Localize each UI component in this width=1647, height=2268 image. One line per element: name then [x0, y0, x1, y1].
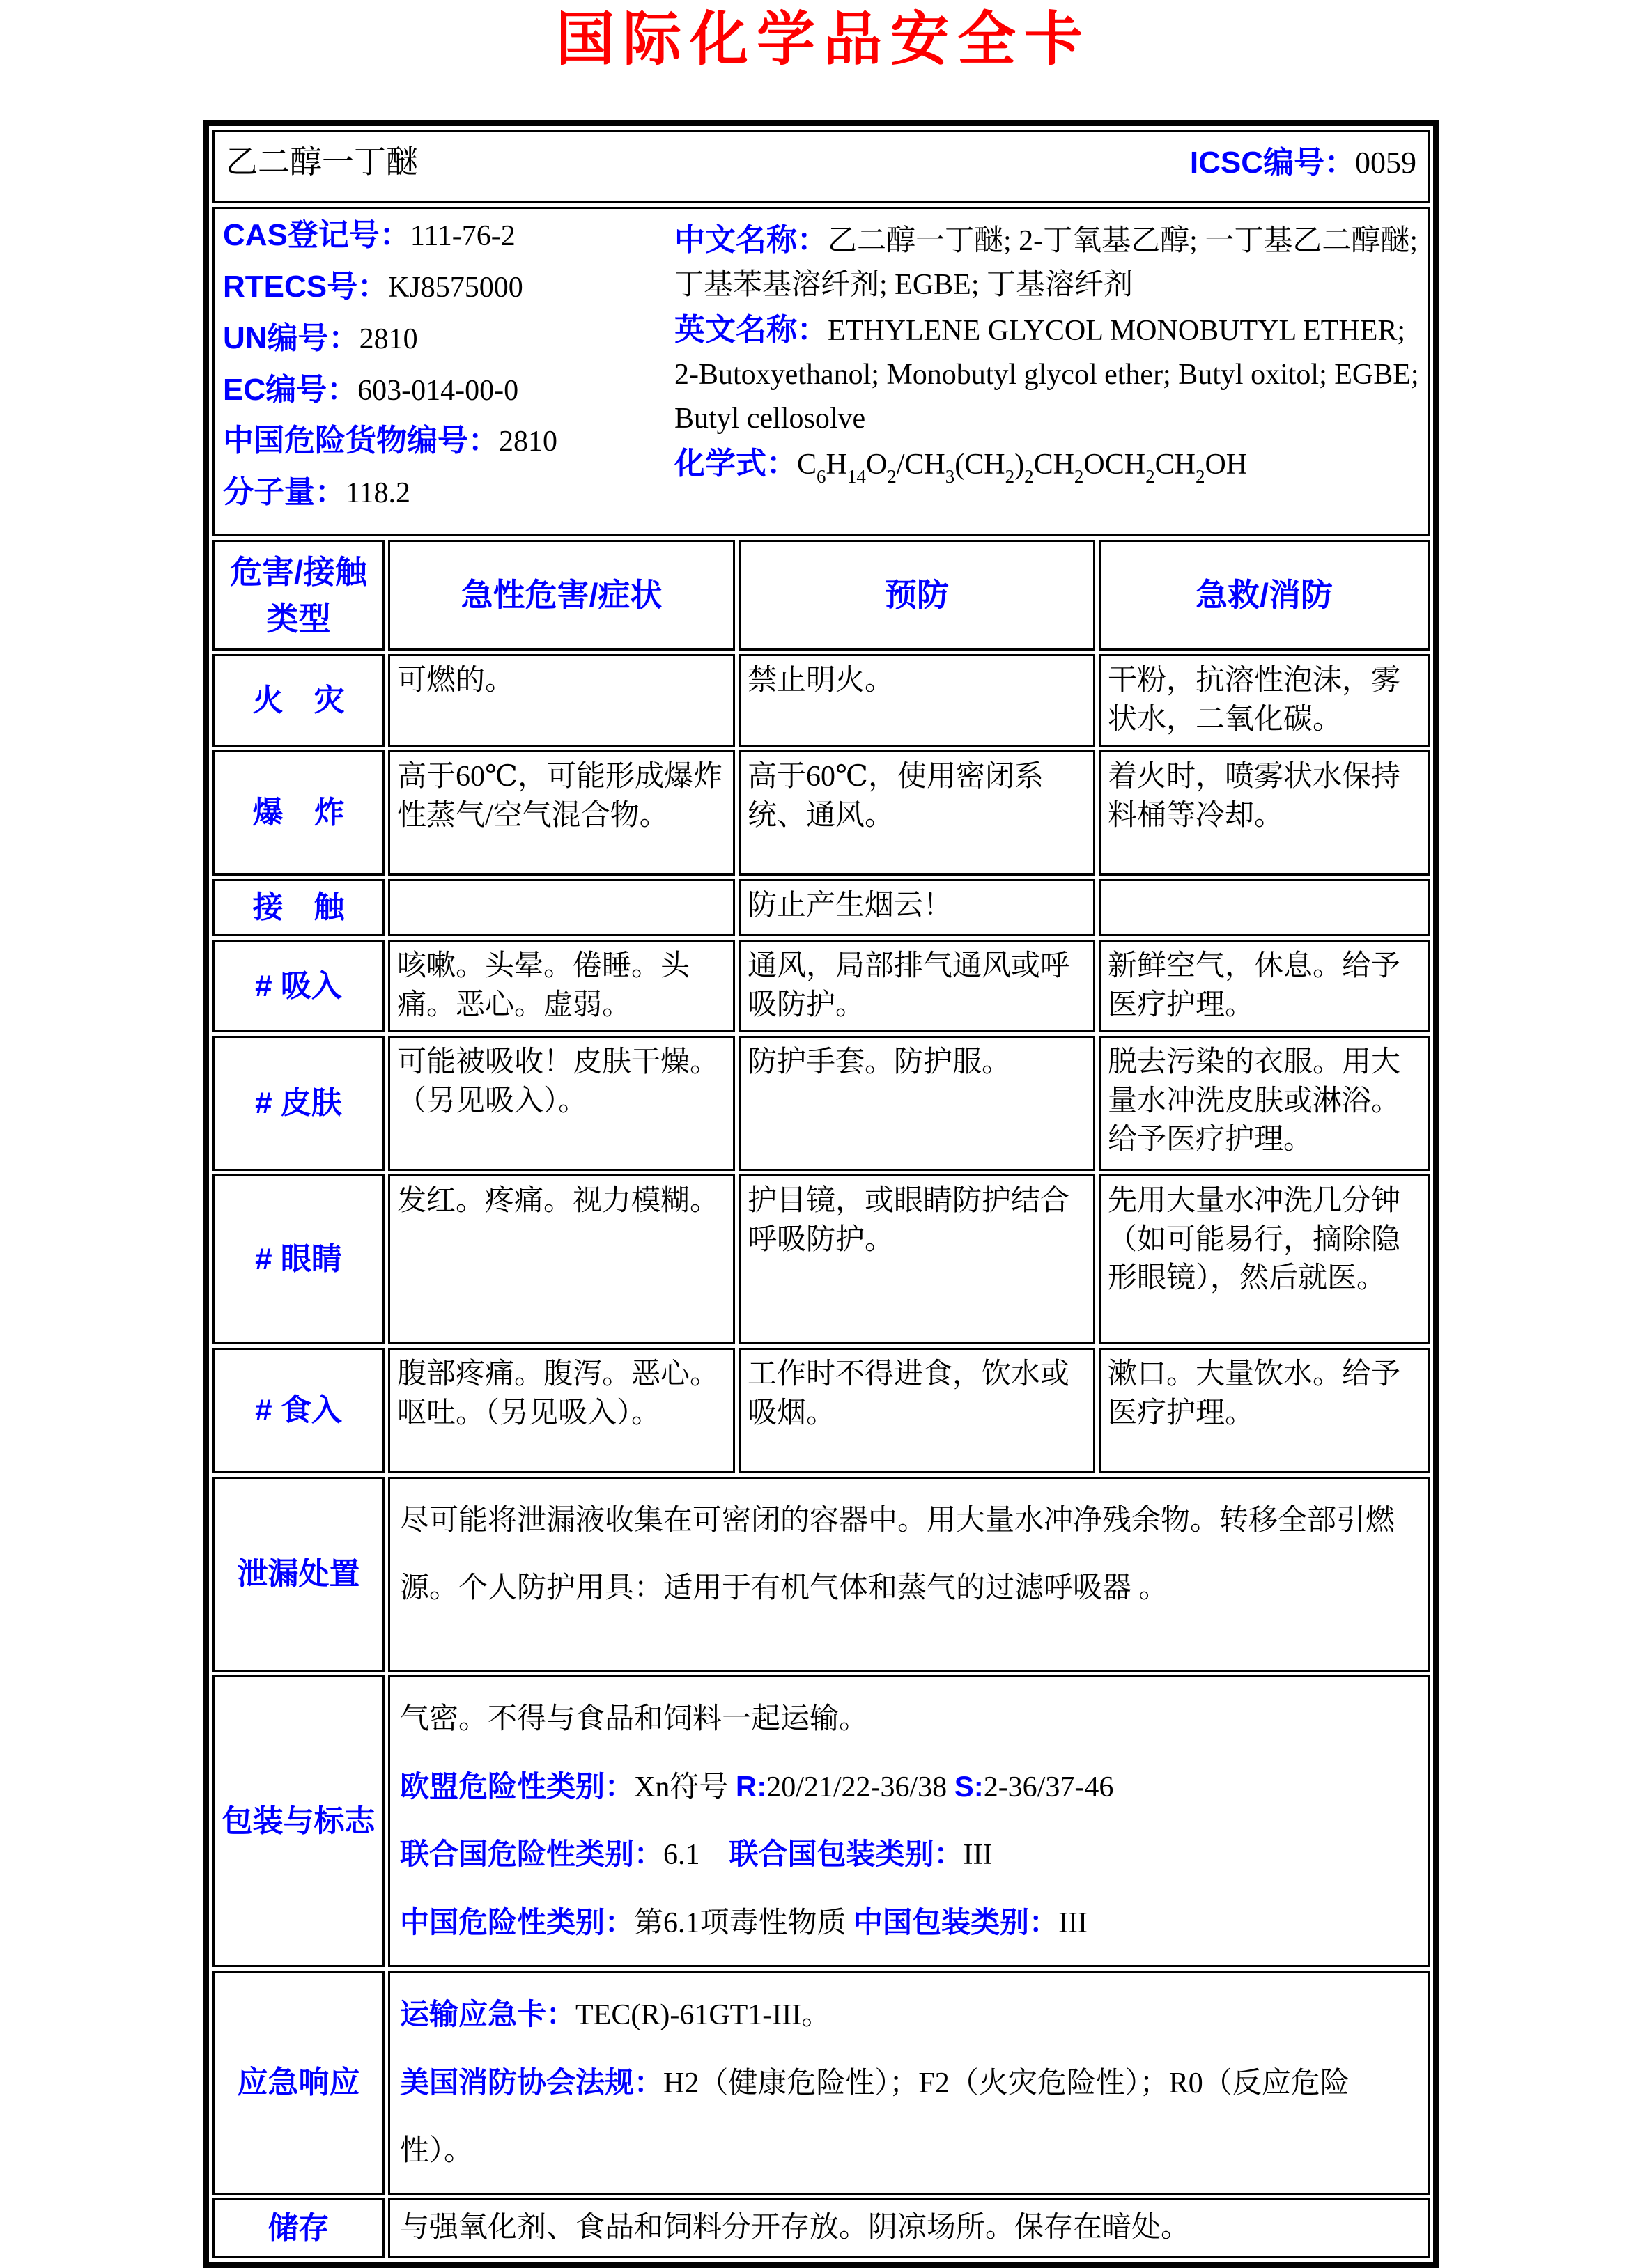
un-value: 2810	[359, 323, 418, 355]
cas-number-line	[223, 217, 674, 254]
text-line: 气密。不得与食品和饲料一起运输。	[400, 1703, 869, 1736]
text-line: 联合国危险性类别：6.1 联合国包装类别：III	[400, 1838, 993, 1872]
cas-value: 111-76-2	[410, 220, 516, 253]
packaging-content	[388, 1675, 1430, 1967]
chinese-name-label: 中文名称：	[674, 223, 828, 258]
section-row-spill	[212, 1477, 1430, 1672]
chemical-names	[674, 217, 1419, 526]
text-line: 运输应急卡：TEC(R)-61GT1-III。	[400, 1998, 831, 2032]
molecular-weight-value: 118.2	[346, 477, 410, 510]
hazard-header-row	[212, 540, 1430, 651]
rtecs-label: RTECS号：	[223, 269, 389, 304]
cas-label: CAS登记号：	[223, 218, 410, 253]
formula-value: $C_6H_{14}O_2/CH_3(CH_2)_2CH_2OCH_2CH_2OH$	[797, 449, 1248, 488]
explosion-firstaid: 着火时，喷雾状水保持料桶等冷却。	[1099, 750, 1430, 876]
eyes-symptoms: 发红。疼痛。视力模糊。	[388, 1174, 735, 1344]
contact-prevention: 防止产生烟云！	[739, 879, 1095, 936]
molecular-weight-line	[223, 474, 674, 511]
contact-firstaid	[1099, 879, 1430, 936]
hazard-row-inhalation	[212, 940, 1430, 1032]
identification-cell	[212, 207, 1430, 536]
eyes-label: # 眼睛	[212, 1174, 385, 1344]
chinese-name-paragraph	[674, 217, 1419, 307]
skin-label: # 皮肤	[212, 1036, 385, 1171]
icsc-number-field	[1190, 143, 1416, 183]
section-row-packaging	[212, 1675, 1430, 1967]
rtecs-number-line	[223, 269, 674, 306]
inhalation-prevention: 通风，局部排气通风或呼吸防护。	[739, 940, 1095, 1032]
skin-firstaid: 脱去污染的衣服。用大量水冲洗皮肤或淋浴。给予医疗护理。	[1099, 1036, 1430, 1171]
fire-label: 火 灾	[212, 654, 385, 747]
registry-numbers	[223, 217, 674, 526]
ingestion-prevention: 工作时不得进食，饮水或吸烟。	[739, 1348, 1095, 1473]
text-line: 美国消防协会法规：H2（健康危险性）；F2（火灾危险性）；R0（反应危险性）。	[400, 2066, 1350, 2167]
hazard-row-ingestion	[212, 1348, 1430, 1473]
english-name-value: ETHYLENE GLYCOL MONOBUTYL ETHER; 2-Butoxyethanol; Monobutyl glycol ether; Butyl oxitol; EGBE; Butyl cellosolve	[674, 315, 1419, 435]
english-name-paragraph	[674, 307, 1419, 441]
ingestion-firstaid: 漱口。大量饮水。给予医疗护理。	[1099, 1348, 1430, 1473]
contact-symptoms	[388, 879, 735, 936]
inhalation-firstaid: 新鲜空气，休息。给予医疗护理。	[1099, 940, 1430, 1032]
chemical-name: 乙二醇一丁醚	[226, 144, 418, 180]
hazard-row-eyes	[212, 1174, 1430, 1344]
english-name-label: 英文名称：	[674, 313, 828, 348]
header-hazard-type: 危害/接触类型	[212, 540, 385, 651]
fire-symptoms: 可燃的。	[388, 654, 735, 747]
header-firstaid: 急救/消防	[1099, 540, 1430, 651]
un-label: UN编号：	[223, 320, 359, 355]
explosion-symptoms: 高于60℃，可能形成爆炸性蒸气/空气混合物。	[388, 750, 735, 876]
eyes-prevention: 护目镜，或眼睛防护结合呼吸防护。	[739, 1174, 1095, 1344]
skin-prevention: 防护手套。防护服。	[739, 1036, 1095, 1171]
inhalation-symptoms: 咳嗽。头晕。倦睡。头痛。恶心。虚弱。	[388, 940, 735, 1032]
section-row-emergency	[212, 1971, 1430, 2195]
china-dg-label: 中国危险货物编号：	[223, 424, 499, 458]
contact-label: 接 触	[212, 879, 385, 936]
emergency-content	[388, 1971, 1430, 2195]
text-line: 欧盟危险性类别：Xn符号 R:20/21/22-36/38 S:2-36/37-46	[400, 1769, 1114, 1803]
header-prevention: 预防	[739, 540, 1095, 651]
section-row-storage	[212, 2198, 1430, 2258]
safety-card-table	[203, 120, 1439, 2268]
page-title: 国际化学品安全卡	[555, 4, 1091, 73]
explosion-prevention: 高于60℃，使用密闭系统、通风。	[739, 750, 1095, 876]
inhalation-label: # 吸入	[212, 940, 385, 1032]
fire-prevention: 禁止明火。	[739, 654, 1095, 747]
formula-paragraph	[674, 441, 1419, 491]
spill-label: 泄漏处置	[212, 1477, 385, 1672]
text-line: 中国危险性类别：第6.1项毒性物质 中国包装类别：III	[400, 1905, 1088, 1939]
identification-row	[212, 207, 1430, 536]
name-cell	[212, 130, 1430, 203]
eyes-firstaid: 先用大量水冲洗几分钟（如可能易行，摘除隐形眼镜），然后就医。	[1099, 1174, 1430, 1344]
ingestion-label: # 食入	[212, 1348, 385, 1473]
text-line: 尽可能将泄漏液收集在可密闭的容器中。用大量水冲净残余物。转移全部引燃源。个人防护用具：适用于有机气体和蒸气的过滤呼吸器 。	[400, 1505, 1395, 1604]
packaging-label: 包装与标志	[212, 1675, 385, 1967]
hazard-row-contact	[212, 879, 1430, 936]
formula-label: 化学式：	[674, 446, 797, 481]
text-line: 与强氧化剂、食品和饲料分开存放。阴凉场所。保存在暗处。	[400, 2212, 1191, 2244]
un-number-line	[223, 320, 674, 357]
fire-firstaid: 干粉，抗溶性泡沫，雾状水，二氧化碳。	[1099, 654, 1430, 747]
emergency-label: 应急响应	[212, 1971, 385, 2195]
name-row	[212, 130, 1430, 203]
icsc-label: ICSC编号：	[1189, 146, 1355, 180]
skin-symptoms: 可能被吸收！皮肤干燥。（另见吸入）。	[388, 1036, 735, 1171]
chinese-name-value: 乙二醇一丁醚; 2-丁氧基乙醇; 一丁基乙二醇醚; 丁基苯基溶纤剂; EGBE; 丁基溶纤剂	[674, 225, 1418, 302]
storage-label: 储存	[212, 2198, 385, 2258]
hazard-row-fire	[212, 654, 1430, 747]
explosion-label: 爆 炸	[212, 750, 385, 876]
ec-value: 603-014-00-0	[357, 374, 519, 407]
icsc-number: 0059	[1355, 146, 1416, 180]
ec-number-line	[223, 372, 674, 409]
china-dg-number-line	[223, 423, 674, 460]
hazard-row-skin	[212, 1036, 1430, 1171]
molecular-weight-label: 分子量：	[223, 475, 346, 510]
ec-label: EC编号：	[223, 372, 358, 407]
china-dg-value: 2810	[499, 426, 557, 458]
storage-content	[388, 2198, 1430, 2258]
hazard-row-explosion	[212, 750, 1430, 876]
header-symptoms: 急性危害/症状	[388, 540, 735, 651]
rtecs-value: KJ8575000	[388, 271, 523, 304]
ingestion-symptoms: 腹部疼痛。腹泻。恶心。呕吐。（另见吸入）。	[388, 1348, 735, 1473]
spill-content	[388, 1477, 1430, 1672]
